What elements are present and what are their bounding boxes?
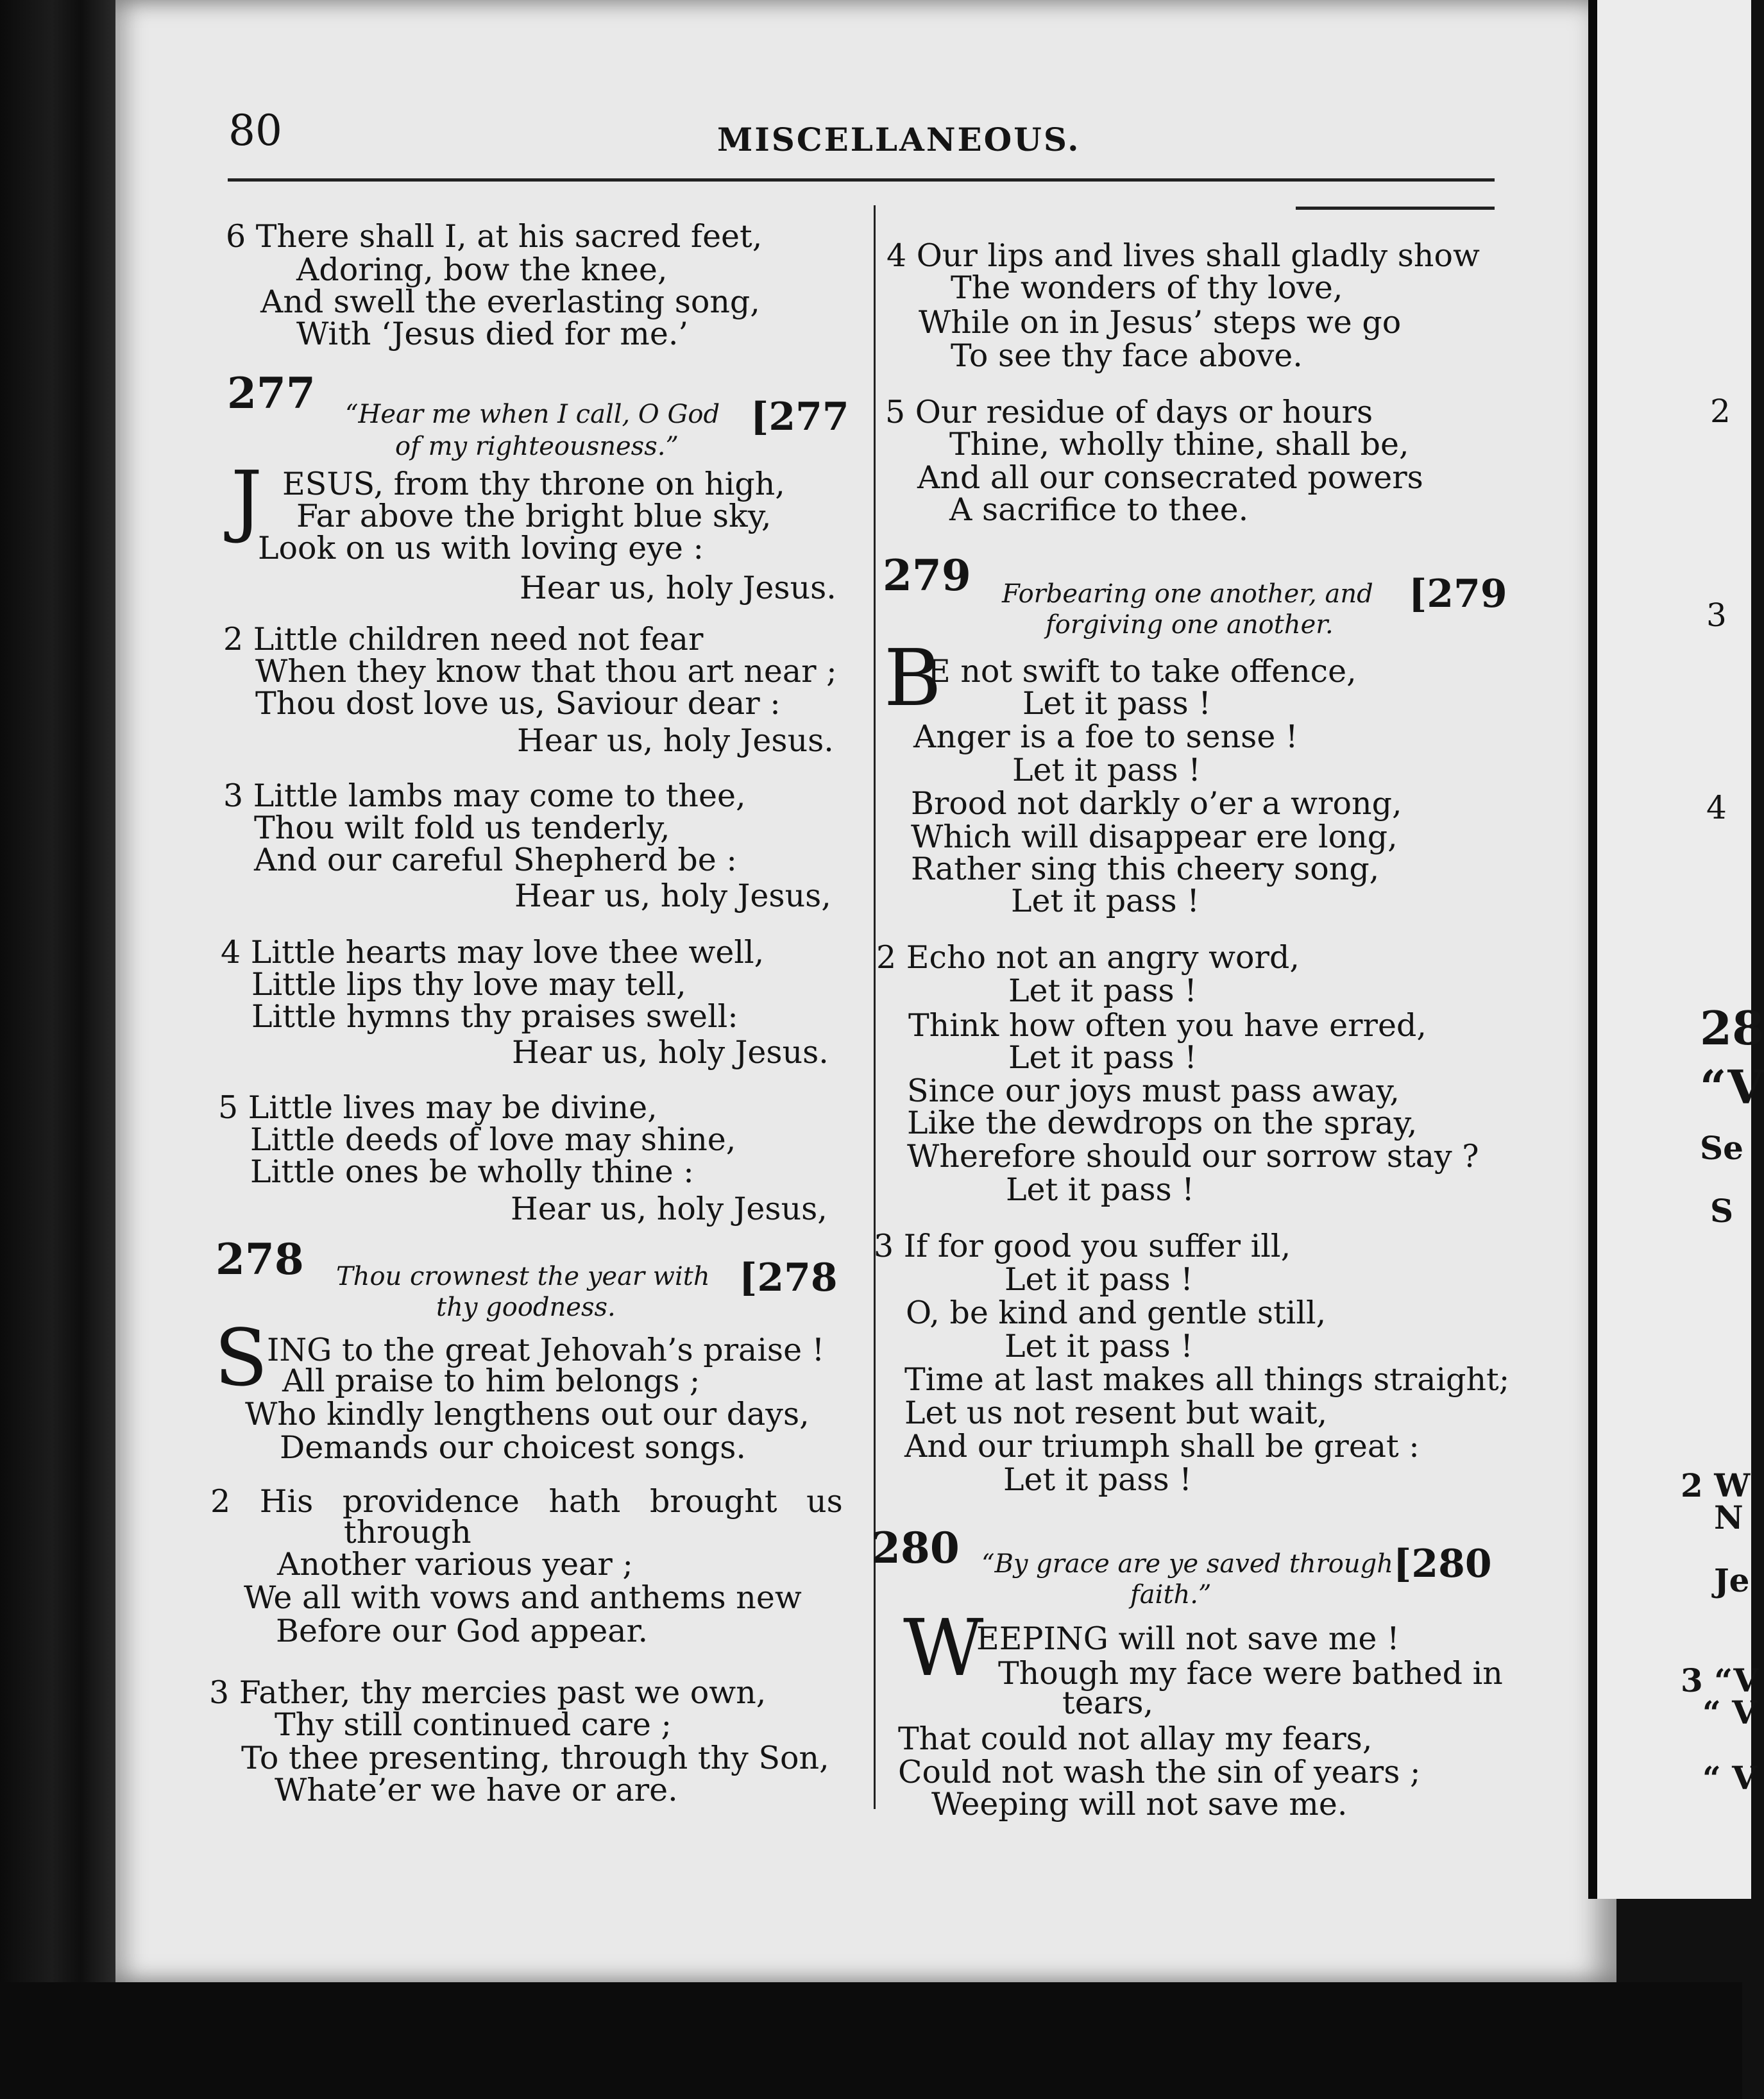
verse-line: Though my face were bathed in (998, 1655, 1503, 1692)
verse-line: When they know that thou art near ; (255, 653, 837, 690)
hymn-title: forgiving one another. (1046, 610, 1334, 640)
verse-line: 2 His providence hath brought us (210, 1483, 843, 1520)
verse-line: Let it pass ! (1008, 1039, 1197, 1076)
verse-line: Whate’er we have or are. (275, 1772, 678, 1808)
verse-line: Hear us, holy Jesus. (517, 722, 834, 759)
hymn-number-right: [279 (1409, 572, 1507, 616)
hymn-title: faith.” (1130, 1580, 1212, 1610)
verse-line: Let it pass ! (1022, 685, 1211, 722)
fragment-text: N (1714, 1499, 1743, 1536)
hymn-number: 280 (871, 1523, 960, 1573)
verse-line: Thy still continued care ; (275, 1706, 672, 1743)
verse-line: ESUS, from thy throne on high, (282, 466, 785, 502)
verse-line: Let it pass ! (1005, 1328, 1193, 1364)
fragment-text: Se (1700, 1129, 1743, 1167)
verse-line: Look on us with loving eye : (258, 530, 704, 566)
verse-line: Let it pass ! (1011, 883, 1200, 919)
verse-line: 5 Little lives may be divine, (218, 1089, 657, 1126)
verse-line: 3 Little lambs may come to thee, (223, 778, 746, 814)
hymn-number-right: [277 (751, 395, 849, 439)
running-head: MISCELLANEOUS. (717, 121, 1081, 158)
fragment-text: 28 (1700, 1001, 1764, 1055)
drop-cap: S (214, 1313, 268, 1404)
hymn-number: 277 (227, 368, 316, 418)
verse-line: Weeping will not save me. (931, 1786, 1348, 1823)
fragment-text: “ V (1702, 1759, 1757, 1797)
fragment-text: 3 “V (1681, 1661, 1759, 1699)
verse-line: Thine, wholly thine, shall be, (949, 426, 1409, 463)
verse-line: Demands our choicest songs. (280, 1429, 746, 1466)
verse-line: 3 Father, thy mercies past we own, (209, 1674, 767, 1711)
verse-line: And swell the everlasting song, (260, 284, 760, 320)
verse-line: 6 There shall I, at his sacred feet, (226, 218, 763, 255)
hymn-number: 278 (216, 1234, 304, 1284)
verse-line: The wonders of thy love, (951, 269, 1343, 306)
verse-line: Little deeds of love may shine, (250, 1121, 736, 1158)
verse-line: Like the dewdrops on the spray, (907, 1105, 1418, 1141)
fragment-text: 3 (1706, 597, 1727, 634)
verse-line: 4 Our lips and lives shall gladly show (886, 237, 1480, 274)
verse-line: Which will disappear ere long, (911, 819, 1398, 855)
verse-line: 3 If for good you suffer ill, (874, 1228, 1291, 1264)
verse-line: All praise to him belongs ; (282, 1363, 700, 1399)
verse-line: Brood not darkly o’er a wrong, (911, 785, 1402, 822)
hymn-title: Thou crownest the year with (336, 1262, 710, 1291)
verse-line: A sacrifice to thee. (949, 491, 1249, 528)
verse-line: Who kindly lengthens out our days, (245, 1396, 810, 1432)
verse-line: tears, (1062, 1685, 1154, 1721)
verse-line: Hear us, holy Jesus. (512, 1034, 829, 1071)
verse-line: And our triumph shall be great : (904, 1428, 1420, 1465)
verse-line: Think how often you have erred, (908, 1007, 1427, 1044)
verse-line: Let it pass ! (1006, 1171, 1194, 1208)
fragment-text: 2 W (1681, 1466, 1751, 1504)
verse-line: E not swift to take offence, (928, 653, 1357, 690)
verse-line: Little lips thy love may tell, (251, 966, 686, 1003)
verse-line: Thou wilt fold us tenderly, (254, 810, 670, 846)
fragment-text: S (1710, 1192, 1734, 1230)
header-rule-right (1296, 207, 1495, 210)
verse-line: 2 Echo not an angry word, (876, 939, 1300, 976)
verse-line: Let it pass ! (1008, 973, 1197, 1009)
verse-line: Could not wash the sin of years ; (898, 1754, 1421, 1790)
verse-line: Let it pass ! (1005, 1261, 1193, 1298)
verse-line: And our careful Shepherd be : (254, 842, 737, 878)
hymn-number-right: [280 (1393, 1542, 1492, 1586)
verse-line: Little hymns thy praises swell: (251, 998, 738, 1035)
drop-cap: J (231, 454, 262, 545)
verse-line: To thee presenting, through thy Son, (241, 1740, 829, 1776)
verse-line: We all with vows and anthems new (244, 1579, 802, 1616)
hymn-title: of my righteousness.” (395, 432, 679, 461)
book-spine (0, 0, 115, 2099)
verse-line: O, be kind and gentle still, (906, 1295, 1327, 1331)
verse-line: Wherefore should our sorrow stay ? (907, 1138, 1479, 1175)
verse-line: EEPING will not save me ! (976, 1620, 1400, 1657)
verse-line: Hear us, holy Jesus, (511, 1191, 827, 1227)
fragment-text: 4 (1706, 789, 1727, 826)
verse-line: ING to the great Jehovah’s praise ! (267, 1332, 825, 1368)
fragment-text: Je (1714, 1561, 1750, 1599)
verse-line: 2 Little children need not fear (223, 621, 704, 658)
verse-line: 5 Our residue of days or hours (885, 394, 1373, 430)
hymn-title: “Hear me when I call, O God (345, 400, 720, 429)
verse-line: With ‘Jesus died for me.’ (296, 316, 688, 352)
verse-line: Let it pass ! (1003, 1461, 1192, 1498)
verse-line: Far above the bright blue sky, (296, 498, 772, 534)
verse-line: To see thy face above. (951, 337, 1303, 374)
scan-background (0, 1982, 1742, 2099)
verse-line: Let us not resent but wait, (904, 1395, 1328, 1431)
verse-line: Hear us, holy Jesus, (514, 878, 831, 914)
adjacent-page-fragment (1588, 0, 1764, 1899)
fragment-text: “ V (1702, 1694, 1757, 1731)
hymn-title: “By grace are ye saved through (981, 1549, 1393, 1579)
fragment-text: “V (1700, 1060, 1764, 1114)
verse-line: Time at last makes all things straight; (904, 1361, 1510, 1398)
verse-line: through (344, 1514, 471, 1551)
verse-line: Anger is a foe to sense ! (913, 718, 1298, 755)
page-number: 80 (228, 106, 282, 155)
verse-line: Little ones be wholly thine : (250, 1153, 694, 1190)
header-rule (228, 178, 1495, 182)
verse-line: And all our consecrated powers (917, 459, 1423, 496)
hymn-number-right: [278 (739, 1255, 838, 1300)
verse-line: Let it pass ! (1012, 752, 1201, 788)
verse-line: Another various year ; (277, 1546, 633, 1583)
verse-line: Adoring, bow the knee, (296, 251, 668, 288)
verse-line: That could not allay my fears, (898, 1721, 1373, 1757)
verse-line: Thou dost love us, Saviour dear : (255, 685, 781, 722)
verse-line: Since our joys must pass away, (907, 1073, 1400, 1109)
verse-line: Rather sing this cheery song, (911, 851, 1380, 887)
drop-cap: B (884, 633, 942, 724)
verse-line: While on in Jesus’ steps we go (919, 304, 1402, 341)
fragment-text: 2 (1710, 393, 1731, 430)
hymn-number: 279 (883, 550, 971, 600)
verse-line: Before our God appear. (276, 1613, 649, 1649)
hymn-title: thy goodness. (436, 1293, 616, 1322)
drop-cap: W (903, 1602, 984, 1694)
verse-line: Hear us, holy Jesus. (520, 570, 836, 606)
hymn-title: Forbearing one another, and (1002, 579, 1373, 609)
verse-line: 4 Little hearts may love thee well, (221, 934, 765, 971)
